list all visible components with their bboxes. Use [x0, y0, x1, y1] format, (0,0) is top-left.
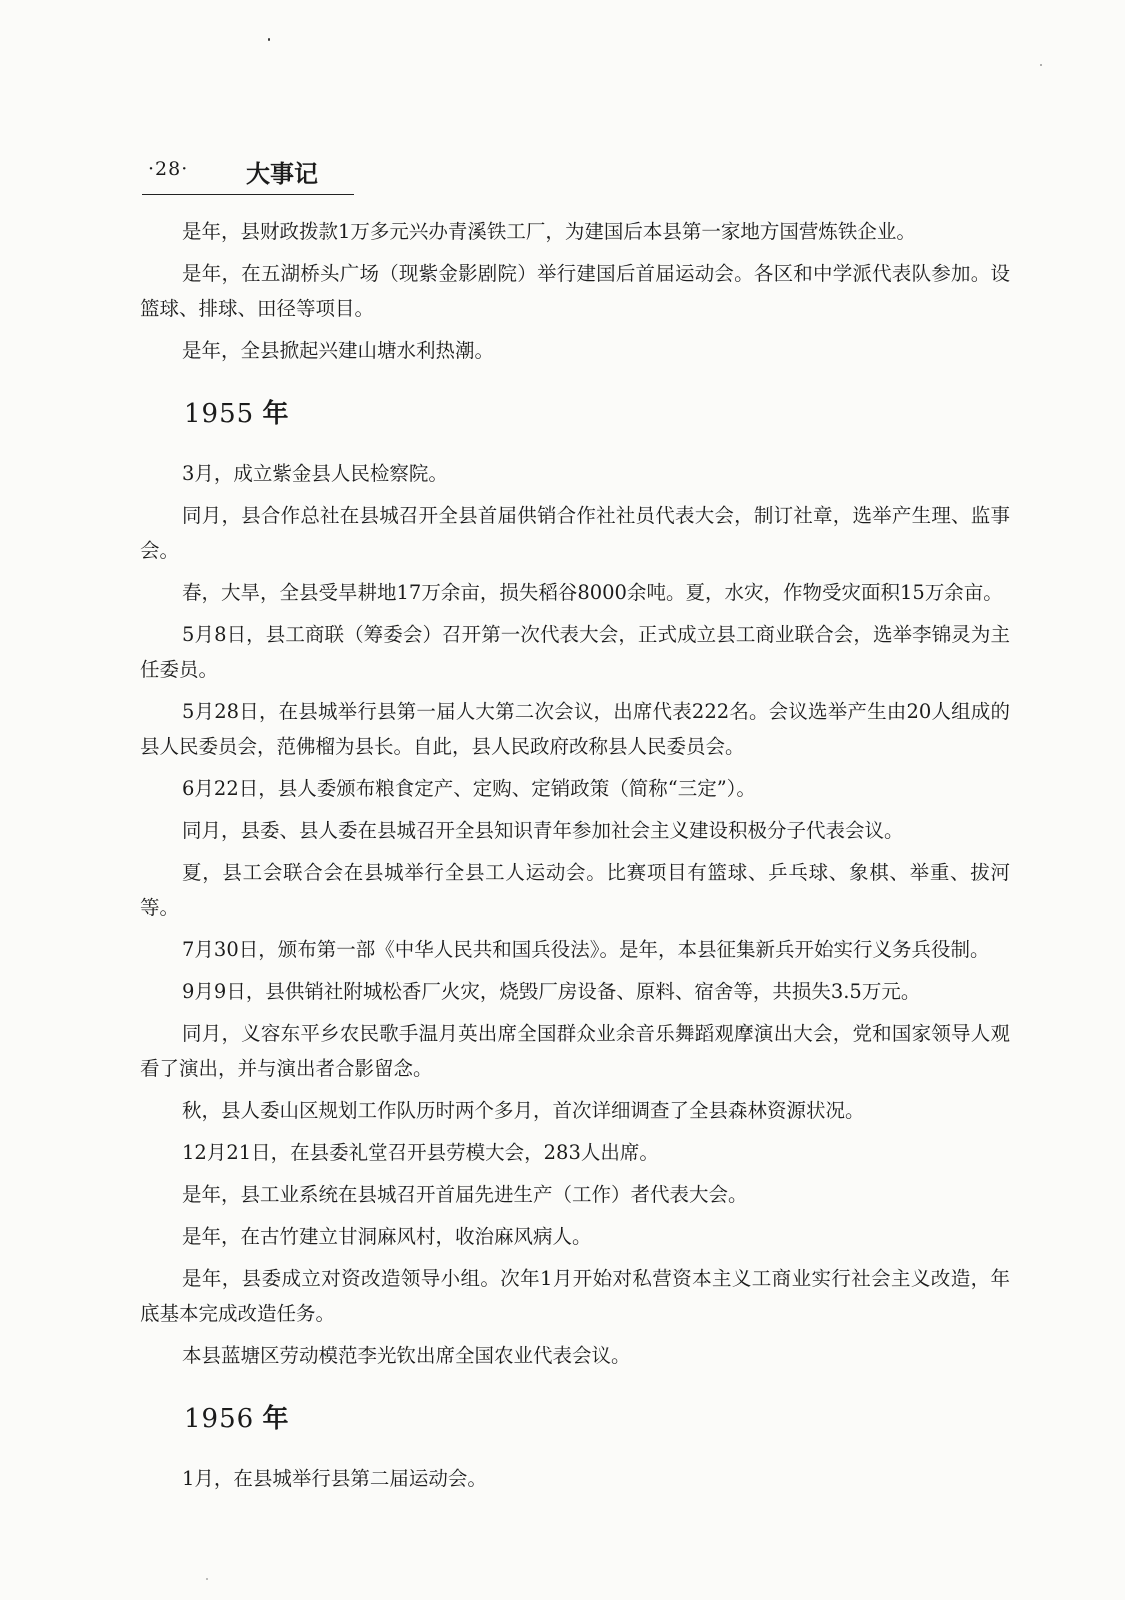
paragraph: 同月，县合作总社在县城召开全县首届供销合作社社员代表大会，制订社章，选举产生理、监事会。	[140, 504, 1010, 562]
paragraph: 12月21日，在县委礼堂召开县劳模大会，283人出席。	[182, 1141, 659, 1164]
paragraph: 春，大旱，全县受旱耕地17万余亩，损失稻谷8000余吨。夏，水灾，作物受灾面积15万余亩。	[182, 581, 1003, 604]
paragraph: 夏，县工会联合会在县城举行全县工人运动会。比赛项目有篮球、乒乓球、象棋、举重、拔河等。	[140, 861, 1010, 919]
paragraph: 是年，县工业系统在县城召开首届先进生产（工作）者代表大会。	[182, 1183, 748, 1206]
paragraph: 是年，县委成立对资改造领导小组。次年1月开始对私营资本主义工商业实行社会主义改造，年底基本完成改造任务。	[140, 1267, 1010, 1325]
year-heading-1955	[184, 394, 1010, 434]
paragraph: 5月8日，县工商联（筹委会）召开第一次代表大会，正式成立县工商业联合会，选举李锦灵为主任委员。	[140, 623, 1010, 681]
scan-speck	[268, 38, 270, 41]
paragraph: 同月，县委、县人委在县城召开全县知识青年参加社会主义建设积极分子代表会议。	[182, 819, 904, 842]
year-number: 1955	[184, 399, 255, 429]
paragraph: 6月22日，县人委颁布粮食定产、定购、定销政策（简称“三定”）。	[182, 777, 756, 800]
scan-speck	[1040, 64, 1042, 66]
year-suffix: 年	[262, 399, 289, 429]
year-heading-1956	[184, 1399, 1010, 1439]
paragraph: 5月28日，在县城举行县第一届人大第二次会议，出席代表222名。会议选举产生由20人组成的县人民委员会，范佛榴为县长。自此，县人民政府改称县人民委员会。	[140, 700, 1010, 758]
year-number: 1956	[184, 1404, 255, 1434]
running-header	[142, 150, 354, 195]
paragraph: 是年，县财政拨款1万多元兴办青溪铁工厂，为建国后本县第一家地方国营炼铁企业。	[182, 220, 916, 243]
paragraph: 9月9日，县供销社附城松香厂火灾，烧毁厂房设备、原料、宿舍等，共损失3.5万元。	[182, 980, 921, 1003]
paragraph: 是年，在古竹建立甘洞麻风村，收治麻风病人。	[182, 1225, 592, 1248]
page-body	[140, 214, 1010, 1503]
paragraph: 同月，义容东平乡农民歌手温月英出席全国群众业余音乐舞蹈观摩演出大会，党和国家领导人观看了演出，并与演出者合影留念。	[140, 1022, 1010, 1080]
page-number: ·28·	[148, 158, 189, 180]
paragraph: 1月，在县城举行县第二届运动会。	[182, 1467, 487, 1490]
paragraph: 3月，成立紫金县人民检察院。	[182, 462, 448, 485]
paragraph: 本县蓝塘区劳动模范李光钦出席全国农业代表会议。	[182, 1344, 631, 1367]
paragraph: 7月30日，颁布第一部《中华人民共和国兵役法》。是年，本县征集新兵开始实行义务兵役制。	[182, 938, 990, 961]
scan-speck	[206, 1578, 208, 1580]
paragraph: 是年，全县掀起兴建山塘水利热潮。	[182, 339, 495, 362]
paragraph: 是年，在五湖桥头广场（现紫金影剧院）举行建国后首届运动会。各区和中学派代表队参加。设篮球、排球、田径等项目。	[140, 262, 1010, 320]
section-title: 大事记	[246, 160, 318, 188]
year-suffix: 年	[262, 1404, 289, 1434]
paragraph: 秋，县人委山区规划工作队历时两个多月，首次详细调查了全县森林资源状况。	[182, 1099, 865, 1122]
